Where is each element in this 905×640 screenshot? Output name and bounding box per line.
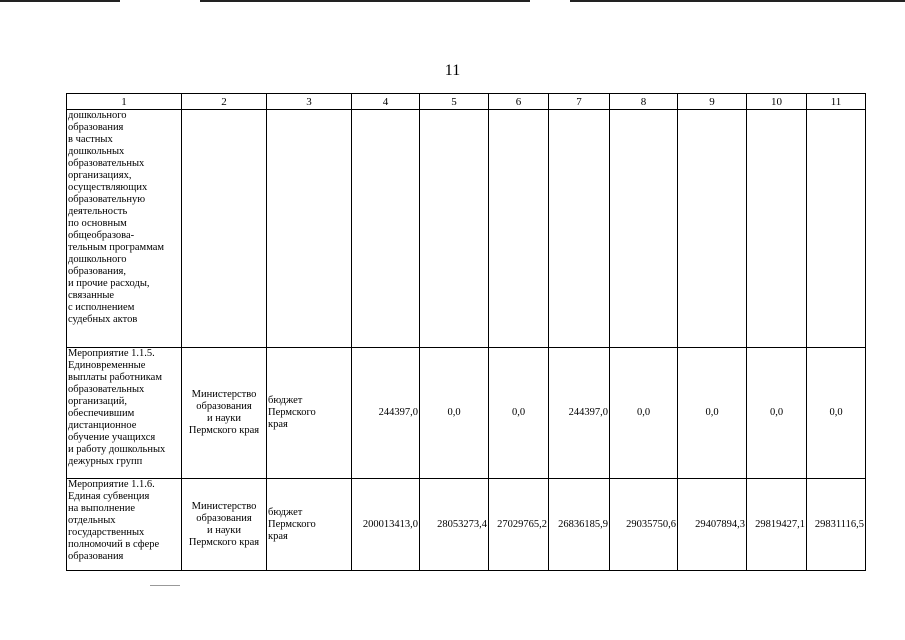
page-number: 11 bbox=[444, 62, 461, 79]
top-rule-middle bbox=[200, 0, 530, 2]
value-cell bbox=[747, 110, 807, 348]
funding-source: бюджет Пермского края bbox=[267, 348, 352, 479]
header-cell: 4 bbox=[352, 94, 420, 110]
value-cell: 28053273,4 bbox=[420, 479, 489, 571]
value-cell: 244397,0 bbox=[549, 348, 610, 479]
table-row bbox=[67, 348, 866, 479]
funding-source: бюджет Пермского края bbox=[267, 479, 352, 571]
value-cell: 0,0 bbox=[807, 348, 866, 479]
header-cell: 5 bbox=[420, 94, 489, 110]
value-cell bbox=[678, 110, 747, 348]
value-cell: 29407894,3 bbox=[678, 479, 747, 571]
activity-description: Мероприятие 1.1.6. Единая субвенция на выполнение отдельных государственных полномочий в сфере образования bbox=[67, 479, 182, 571]
table-row bbox=[67, 110, 866, 348]
scan-mark bbox=[150, 585, 180, 586]
header-cell: 8 bbox=[610, 94, 678, 110]
value-cell: 29035750,6 bbox=[610, 479, 678, 571]
value-cell: 200013413,0 bbox=[352, 479, 420, 571]
value-cell: 26836185,9 bbox=[549, 479, 610, 571]
value-cell bbox=[420, 110, 489, 348]
top-rule-left bbox=[0, 0, 120, 2]
responsible-agency: Министерство образования и науки Пермского края bbox=[182, 479, 267, 571]
header-cell: 1 bbox=[67, 94, 182, 110]
table-row bbox=[67, 479, 866, 571]
responsible-agency: Министерство образования и науки Пермского края bbox=[182, 348, 267, 479]
value-cell: 0,0 bbox=[678, 348, 747, 479]
activity-description: Мероприятие 1.1.5. Единовременные выплаты работникам образовательных организаций, обеспечившим дистанционное обучение учащихся и работу дошкольных дежурных групп bbox=[67, 348, 182, 479]
header-cell: 7 bbox=[549, 94, 610, 110]
value-cell: 29819427,1 bbox=[747, 479, 807, 571]
value-cell: 29831116,5 bbox=[807, 479, 866, 571]
header-cell: 9 bbox=[678, 94, 747, 110]
top-rule-right bbox=[570, 0, 905, 2]
value-cell: 0,0 bbox=[747, 348, 807, 479]
value-cell bbox=[549, 110, 610, 348]
value-cell: 0,0 bbox=[489, 348, 549, 479]
header-cell: 10 bbox=[747, 94, 807, 110]
value-cell bbox=[489, 110, 549, 348]
value-cell: 27029765,2 bbox=[489, 479, 549, 571]
responsible-agency bbox=[182, 110, 267, 348]
value-cell: 0,0 bbox=[610, 348, 678, 479]
value-cell bbox=[352, 110, 420, 348]
value-cell bbox=[807, 110, 866, 348]
header-cell: 6 bbox=[489, 94, 549, 110]
header-cell: 2 bbox=[182, 94, 267, 110]
budget-table bbox=[66, 93, 866, 571]
header-cell: 3 bbox=[267, 94, 352, 110]
value-cell: 244397,0 bbox=[352, 348, 420, 479]
header-row bbox=[67, 94, 866, 110]
value-cell bbox=[610, 110, 678, 348]
header-cell: 11 bbox=[807, 94, 866, 110]
activity-description: дошкольного образования в частных дошкольных образовательных организациях, осуществляющих образовательную деятельность по основным общеобразова- тельным программам дошкольного образования, и прочие расходы, связанные с исполнением судебных актов bbox=[67, 110, 182, 348]
value-cell: 0,0 bbox=[420, 348, 489, 479]
funding-source bbox=[267, 110, 352, 348]
